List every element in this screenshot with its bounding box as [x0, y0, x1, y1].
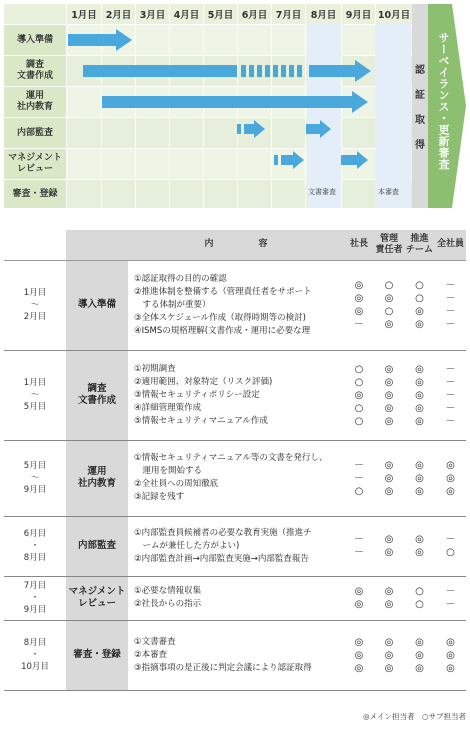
role-mark: ○ [384, 306, 394, 317]
role-mark: － [445, 389, 456, 401]
role-mark-cell [435, 576, 466, 620]
role-mark-cell [404, 620, 435, 690]
role-mark: ◎ [384, 547, 394, 558]
role-mark: ◎ [354, 636, 364, 648]
bar-survey-head [355, 60, 371, 82]
role-mark-cell [435, 260, 466, 350]
role-mark: ◎ [415, 649, 424, 661]
role-mark: ◎ [384, 586, 394, 597]
role-mark-cell [435, 620, 466, 690]
role-mark: － [354, 534, 364, 545]
gantt-cell [66, 86, 101, 117]
role-mark: ◎ [354, 662, 364, 674]
bar-operation [102, 96, 352, 108]
role-mark: ◎ [384, 636, 394, 648]
bar-intro [68, 34, 116, 46]
main-review-label: 本審査 [378, 188, 399, 196]
role-mark-cell [344, 516, 374, 576]
month-header: 10月目 [375, 4, 412, 24]
role-mark: － [354, 319, 364, 330]
content-item: ②適用範囲、対象特定（リスク評価) [134, 376, 273, 387]
gantt-cell [271, 24, 305, 55]
role-mark: － [445, 293, 456, 304]
gantt-corner [4, 4, 66, 24]
review-period-shade [307, 24, 341, 208]
role-mark: ◎ [415, 662, 424, 674]
role-mark: ◎ [446, 662, 455, 674]
bar-review-2 [341, 155, 357, 165]
role-mark: ◎ [384, 402, 394, 414]
role-mark: ◎ [384, 662, 394, 674]
content-cell [128, 350, 344, 440]
role-mark-cell [404, 576, 435, 620]
month-header: 3月目 [135, 4, 169, 24]
role-mark: ◎ [415, 306, 424, 317]
doc-review-label: 文書審査 [308, 188, 336, 196]
content-item: ①文書審査 [134, 636, 176, 647]
content-cell [128, 576, 344, 620]
role-mark: ◎ [415, 376, 424, 388]
role-mark: ◎ [354, 306, 364, 317]
role-mark-cell [344, 620, 374, 690]
table-row [4, 350, 466, 440]
content-cell [128, 440, 344, 516]
month-header: 5月目 [203, 4, 237, 24]
role-mark: ◎ [446, 472, 455, 484]
role-mark-cell [435, 440, 466, 516]
role-mark: ◎ [384, 376, 394, 388]
gantt-cell [203, 148, 237, 179]
certification-char: 証 [415, 90, 425, 101]
gantt-cell [135, 117, 169, 148]
gantt-cell [271, 117, 305, 148]
gantt-row-label: 調査 文書作成 [4, 55, 66, 86]
role-mark: ◎ [354, 586, 364, 597]
content-header: 内 容 [128, 230, 344, 260]
gantt-cell [203, 117, 237, 148]
role-mark-cell [435, 516, 466, 576]
role-mark: ○ [354, 363, 364, 375]
role-mark: ○ [415, 293, 424, 304]
period-cell: 1月目 〜 5月目 [4, 350, 66, 440]
month-header: 6月目 [237, 4, 271, 24]
role-mark: ◎ [384, 319, 394, 330]
gantt-cell [66, 179, 101, 208]
bar-review-1 [281, 155, 293, 165]
surveillance-label: サーベイランス・更新審査 [437, 32, 450, 170]
role-mark: － [445, 363, 456, 375]
gantt-cell [341, 179, 375, 208]
role-mark: － [354, 472, 364, 484]
phase-cell: マネジメント レビュー [66, 576, 128, 620]
gantt-cell [203, 24, 237, 55]
gantt-row-label: 内部監査 [4, 117, 66, 148]
content-item: する体制が重要） [134, 299, 211, 310]
role-mark: ◎ [415, 485, 424, 497]
certification-column [412, 4, 428, 208]
role-mark: ◎ [384, 649, 394, 661]
gantt-cell [169, 179, 203, 208]
main-review-shade [375, 24, 411, 208]
role-mark: ◎ [384, 389, 394, 401]
bar-operation-head [352, 91, 368, 113]
role-mark-cell [374, 440, 404, 516]
content-cell [128, 260, 344, 350]
role-mark-cell [404, 260, 435, 350]
role-mark-cell [344, 260, 374, 350]
certification-char: 得 [415, 140, 425, 151]
role-mark-cell [374, 620, 404, 690]
gantt-cell [237, 24, 271, 55]
gantt-cell [101, 179, 135, 208]
role-mark: ◎ [384, 363, 394, 375]
role-mark-cell [404, 350, 435, 440]
role-mark: ◎ [415, 472, 424, 484]
role-mark: ◎ [354, 649, 364, 661]
gantt-cell [66, 148, 101, 179]
content-item: ③指摘事項の是正後に判定会議により認証取得 [134, 662, 312, 673]
role-mark-cell [374, 516, 404, 576]
role-mark: ◎ [354, 599, 364, 610]
content-item: ②内部監査計画→内部監査実施→内部監査報告 [134, 553, 309, 564]
table-row [4, 620, 466, 690]
gantt-cell [169, 24, 203, 55]
month-header: 7月目 [271, 4, 305, 24]
role-mark: ◎ [384, 293, 394, 304]
surveillance-arrow [428, 4, 466, 208]
role-mark: － [445, 534, 456, 545]
gantt-cell [101, 148, 135, 179]
gantt-cell [66, 117, 101, 148]
role-mark: ◎ [415, 363, 424, 375]
content-item: ①情報セキュリティマニュアル等の文書を発行し、 [134, 453, 328, 463]
role-mark: ◎ [415, 389, 424, 401]
role-mark: ○ [415, 280, 424, 291]
content-item: ②全社員への周知徹底 [134, 479, 219, 489]
gantt-cell [237, 179, 271, 208]
legend: ◎メイン担当者 ○サブ担当者 [363, 712, 466, 721]
role-mark: ◎ [384, 599, 394, 610]
role-mark: ○ [446, 547, 455, 558]
period-cell: 5月目 〜 9月目 [4, 440, 66, 516]
phase-cell: 調査 文書作成 [66, 350, 128, 440]
gantt-cell [271, 179, 305, 208]
content-item: ④ISMSの規格理解(文書作成・運用に必要な理 [134, 325, 311, 336]
content-item: ①初期調査 [134, 363, 176, 374]
role-mark: ◎ [415, 402, 424, 414]
role-header-manager: 管理 責任者 [374, 230, 404, 260]
role-mark: － [445, 280, 456, 291]
role-mark: ◎ [446, 459, 455, 471]
content-item: ③記録を残す [134, 492, 185, 502]
role-mark: － [445, 415, 456, 427]
certification-char: 認 [415, 65, 425, 76]
content-item: ④詳細管理策作成 [134, 402, 202, 413]
role-mark: ◎ [446, 485, 455, 497]
content-item: ③全体スケジュール作成（取得時期等の検討) [134, 312, 306, 323]
role-mark: ◎ [384, 415, 394, 427]
role-mark: ◎ [354, 389, 364, 401]
gantt-cell [135, 179, 169, 208]
role-mark: ◎ [384, 534, 394, 545]
table-row [4, 260, 466, 350]
month-header: 2月目 [101, 4, 135, 24]
content-item: ②本審査 [134, 649, 168, 660]
content-item: 運用を開始する [134, 466, 203, 476]
content-cell [128, 620, 344, 690]
role-mark: － [445, 586, 456, 597]
role-mark: ◎ [415, 459, 424, 471]
role-mark-cell [344, 440, 374, 516]
content-cell [128, 516, 344, 576]
table-row [4, 440, 466, 516]
certification-char: 取 [415, 115, 425, 126]
role-mark-cell [435, 350, 466, 440]
role-mark: ◎ [446, 649, 455, 661]
period-cell: 1月目 〜 2月目 [4, 260, 66, 350]
phase-cell: 運用 社内教育 [66, 440, 128, 516]
phase-cell: 内部監査 [66, 516, 128, 576]
role-mark-cell [374, 350, 404, 440]
role-mark: ○ [384, 280, 394, 291]
role-mark: － [354, 459, 364, 471]
gantt-row-label: 審査・登録 [4, 179, 66, 208]
gantt-row-label: マネジメント レビュー [4, 148, 66, 179]
schedule-gantt-chart [4, 4, 466, 208]
role-mark: ◎ [384, 485, 394, 497]
role-mark-cell [404, 440, 435, 516]
gantt-row-label: 導入準備 [4, 24, 66, 55]
role-mark: ○ [354, 415, 364, 427]
gantt-cell [169, 117, 203, 148]
role-header-all-staff: 全社員 [435, 230, 466, 260]
period-cell: 8月目 ・ 10月目 [4, 620, 66, 690]
gantt-cell [341, 24, 375, 55]
role-mark: ◎ [354, 293, 364, 304]
role-mark-cell [344, 350, 374, 440]
role-mark-cell [344, 576, 374, 620]
role-mark: ◎ [415, 636, 424, 648]
month-header: 8月目 [305, 4, 341, 24]
period-cell: 6月目 ・ 8月目 [4, 516, 66, 576]
gantt-cell [101, 117, 135, 148]
role-mark: － [445, 599, 456, 610]
role-mark: － [445, 306, 456, 317]
role-mark: ○ [415, 586, 424, 597]
gantt-cell [135, 148, 169, 179]
role-mark: ◎ [384, 459, 394, 471]
content-item: ⑤情報セキュリティマニュアル作成 [134, 415, 268, 426]
role-mark: ○ [415, 599, 424, 610]
gantt-cell [237, 148, 271, 179]
role-mark: ○ [354, 485, 364, 497]
content-item: ①必要な情報収集 [134, 586, 202, 596]
role-mark: ○ [354, 402, 364, 414]
gantt-row-label: 運用 社内教育 [4, 86, 66, 117]
role-mark: － [445, 376, 456, 388]
role-mark: ◎ [384, 472, 394, 484]
role-mark-cell [374, 576, 404, 620]
content-item: ①認証取得の目的の確認 [134, 273, 227, 284]
month-header: 4月目 [169, 4, 203, 24]
gantt-cell [135, 24, 169, 55]
content-item: ②社長からの指示 [134, 599, 202, 609]
role-mark: ○ [354, 376, 364, 388]
content-item: ③情報セキュリティポリシー設定 [134, 389, 260, 400]
bar-survey [83, 65, 237, 77]
role-mark: ◎ [446, 636, 455, 648]
bar-audit-1 [244, 124, 254, 134]
role-mark: ◎ [415, 534, 424, 545]
content-item: ームが兼任した方がよい) [134, 540, 240, 551]
gantt-cell [203, 179, 237, 208]
bar-audit-2 [306, 124, 320, 134]
bar-intro-head [116, 29, 132, 51]
role-mark-cell [404, 516, 435, 576]
content-item: ①内部監査員候補者の必要な教育実施（推進チ [134, 527, 312, 538]
role-mark: － [445, 402, 456, 414]
phase-cell: 審査・登録 [66, 620, 128, 690]
role-mark-cell [374, 260, 404, 350]
role-mark: － [354, 547, 364, 558]
content-item: ②推進体制を整備する（管理責任者をサポート [134, 286, 312, 297]
period-cell: 7月目 ・ 9月目 [4, 576, 66, 620]
gantt-cell [169, 148, 203, 179]
role-mark: ◎ [415, 547, 424, 558]
responsibility-table [4, 230, 466, 691]
role-mark: － [445, 319, 456, 330]
role-header-team: 推進 チーム [404, 230, 435, 260]
role-mark: ◎ [415, 415, 424, 427]
role-mark: ◎ [354, 280, 364, 291]
role-mark: ◎ [415, 319, 424, 330]
gantt-cell [341, 117, 375, 148]
role-header-president: 社長 [344, 230, 374, 260]
table-row [4, 576, 466, 620]
phase-cell: 導入準備 [66, 260, 128, 350]
table-row [4, 516, 466, 576]
month-header: 9月目 [341, 4, 375, 24]
month-header: 1月目 [66, 4, 101, 24]
